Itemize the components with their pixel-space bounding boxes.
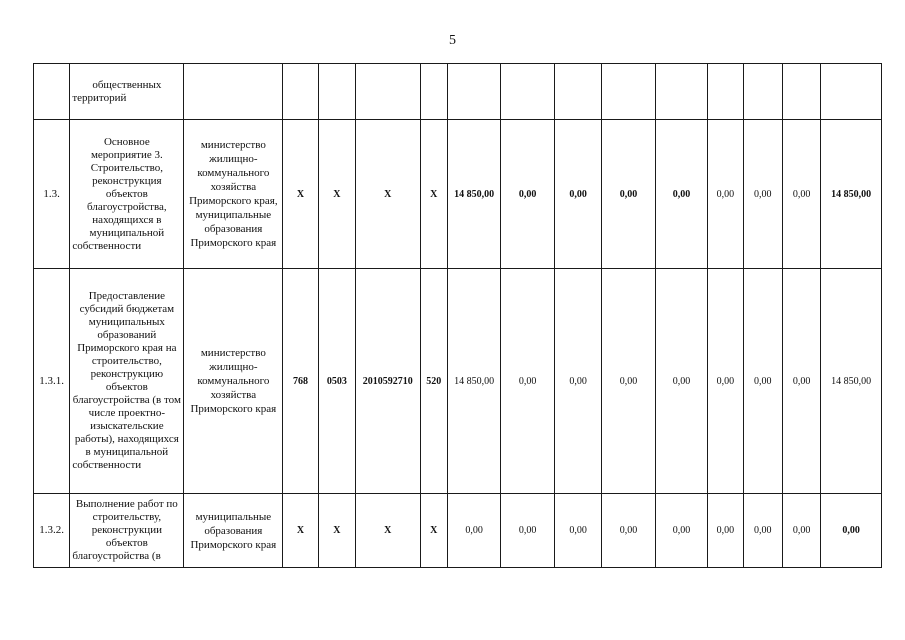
page-number: 5 (449, 33, 456, 48)
executor: министерство жилищно-коммунального хозяйства Приморского края, муниципальные образования Приморского края (184, 120, 283, 269)
code-rzpr: 0503 (318, 269, 355, 494)
budget-table (33, 63, 882, 568)
value-cell (554, 64, 601, 120)
value-cell: 0,00 (602, 120, 656, 269)
activity-name: общественных территорий (70, 64, 184, 120)
code-rzpr (318, 64, 355, 120)
value-cell: 0,00 (602, 494, 656, 568)
executor (184, 64, 283, 120)
code-vr: 520 (420, 269, 447, 494)
table-row (34, 120, 882, 269)
code-rzpr: Х (318, 494, 355, 568)
row-number: 1.3. (34, 120, 70, 269)
value-cell: 0,00 (743, 269, 782, 494)
value-cell: 0,00 (743, 494, 782, 568)
value-cell: 0,00 (655, 269, 707, 494)
row-number: 1.3.2. (34, 494, 70, 568)
value-cell (782, 64, 820, 120)
code-csr: 2010592710 (355, 269, 420, 494)
value-cell (602, 64, 656, 120)
code-csr: Х (355, 494, 420, 568)
value-cell: 0,00 (782, 269, 820, 494)
value-cell: 0,00 (782, 494, 820, 568)
value-cell: 0,00 (655, 120, 707, 269)
code-vr: Х (420, 494, 447, 568)
table-row (34, 494, 882, 568)
value-cell (655, 64, 707, 120)
code-grbs (283, 64, 318, 120)
activity-name: Выполнение работ по строительству, реконструкции объектов благоустройства (в (70, 494, 184, 568)
code-vr (420, 64, 447, 120)
code-grbs: Х (283, 494, 318, 568)
value-total: 14 850,00 (821, 120, 882, 269)
row-number: 1.3.1. (34, 269, 70, 494)
code-grbs: Х (283, 120, 318, 269)
code-rzpr: Х (318, 120, 355, 269)
value-cell: 0,00 (655, 494, 707, 568)
value-cell: 0,00 (708, 269, 743, 494)
value-cell (708, 64, 743, 120)
value-cell: 0,00 (743, 120, 782, 269)
value-cell: 0,00 (501, 120, 555, 269)
value-cell: 0,00 (501, 494, 555, 568)
activity-name: Основное мероприятие 3. Строительство, реконструкция объектов благоустройства, находящихся в муниципальной собственности (70, 120, 184, 269)
value-cell: 0,00 (554, 120, 601, 269)
value-cell: 0,00 (708, 120, 743, 269)
value-cell: 0,00 (554, 494, 601, 568)
code-vr: Х (420, 120, 447, 269)
value-cell (501, 64, 555, 120)
code-csr: Х (355, 120, 420, 269)
value-cell: 14 850,00 (447, 269, 501, 494)
value-cell (447, 64, 501, 120)
executor: министерство жилищно-коммунального хозяйства Приморского края (184, 269, 283, 494)
value-total: 0,00 (821, 494, 882, 568)
executor: муниципальные образования Приморского края (184, 494, 283, 568)
value-cell: 14 850,00 (447, 120, 501, 269)
value-cell: 0,00 (782, 120, 820, 269)
value-total: 14 850,00 (821, 269, 882, 494)
table-row (34, 269, 882, 494)
value-cell: 0,00 (501, 269, 555, 494)
value-cell: 0,00 (554, 269, 601, 494)
code-grbs: 768 (283, 269, 318, 494)
value-cell: 0,00 (602, 269, 656, 494)
value-cell: 0,00 (708, 494, 743, 568)
code-csr (355, 64, 420, 120)
table-row (34, 64, 882, 120)
value-cell: 0,00 (447, 494, 501, 568)
activity-name: Предоставление субсидий бюджетам муниципальных образований Приморского края на строительство, реконструкцию объектов благоустройства (в том числе проектно-изыскательские работы), находящихся в муниципальной собственности (70, 269, 184, 494)
value-cell (743, 64, 782, 120)
value-total (821, 64, 882, 120)
row-number (34, 64, 70, 120)
